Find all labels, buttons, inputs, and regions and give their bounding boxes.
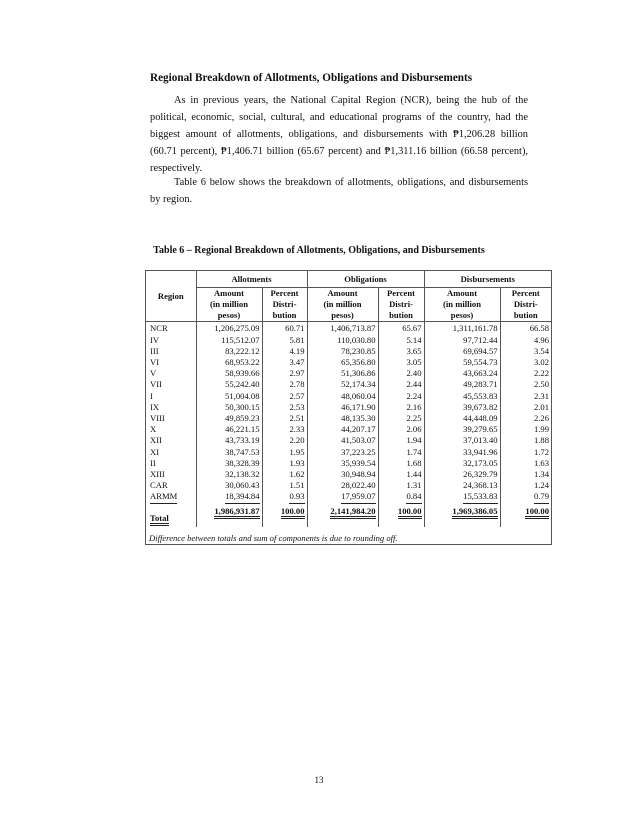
value-cell: 3.65 (378, 346, 424, 357)
value-cell: 1.93 (262, 458, 307, 469)
value-cell: 46,221.15 (196, 424, 262, 435)
region-cell: IX (150, 401, 160, 412)
table-row (146, 322, 551, 335)
table-row (146, 413, 551, 424)
table-body (146, 322, 551, 527)
value-cell: 2.20 (262, 435, 307, 446)
value-cell: 39,673.82 (424, 402, 500, 413)
table-row (146, 391, 551, 402)
value-cell: 2.26 (500, 413, 551, 424)
total-value: 1,969,386.05 (424, 504, 500, 527)
table-row (146, 458, 551, 469)
table-row (146, 357, 551, 368)
value-cell: 1.95 (262, 447, 307, 458)
value-cell: 2.78 (262, 379, 307, 390)
percent-header: Percent Distri- bution (378, 288, 424, 322)
value-cell: 4.96 (500, 335, 551, 346)
value-cell: 28,022.40 (307, 480, 378, 491)
value-cell: 2.51 (262, 413, 307, 424)
sub-header-row (146, 288, 551, 322)
value-cell: 1.94 (378, 435, 424, 446)
obligations-header: Obligations (307, 271, 424, 288)
total-label: Total (146, 504, 196, 527)
value-cell: 32,173.05 (424, 458, 500, 469)
value-cell: 49,283.71 (424, 379, 500, 390)
value-cell: 39,279.65 (424, 424, 500, 435)
value-cell: 58,939.66 (196, 368, 262, 379)
value-cell: 49,859.23 (196, 413, 262, 424)
value-cell: 0.79 (500, 491, 551, 503)
region-cell: ARMM (146, 491, 196, 503)
value-cell: 2.25 (378, 413, 424, 424)
value-cell: 52,174.34 (307, 379, 378, 390)
region-cell: XIII (150, 469, 165, 480)
value-cell: 1.72 (500, 447, 551, 458)
region-cell: XII (150, 435, 162, 446)
value-cell: 1.99 (500, 424, 551, 435)
value-cell: 51,004.08 (196, 391, 262, 402)
value-cell: 1.31 (378, 480, 424, 491)
allotments-header: Allotments (196, 271, 307, 288)
value-cell: 3.54 (500, 346, 551, 357)
value-cell: 60.71 (262, 322, 307, 335)
value-cell: 1,311,161.78 (424, 322, 500, 335)
value-cell: 15,533.83 (424, 491, 500, 503)
value-cell: 97,712.44 (424, 335, 500, 346)
region-cell: IV (150, 334, 160, 345)
value-cell: 2.53 (262, 402, 307, 413)
value-cell: 110,030.80 (307, 335, 378, 346)
value-cell: 51,306.86 (307, 368, 378, 379)
value-cell: 78,230.85 (307, 346, 378, 357)
table-row (146, 435, 551, 446)
value-cell: 30,060.43 (196, 480, 262, 491)
value-cell: 48,060.04 (307, 391, 378, 402)
table-row (146, 335, 551, 346)
region-header: Region (146, 271, 196, 322)
regional-breakdown-table (146, 271, 551, 527)
value-cell: 44,207.17 (307, 424, 378, 435)
region-cell: VIII (150, 413, 165, 424)
total-row (146, 504, 551, 527)
value-cell: 24,368.13 (424, 480, 500, 491)
section-heading: Regional Breakdown of Allotments, Obligations and Disbursements (150, 72, 473, 84)
region-cell: VI (150, 357, 160, 367)
value-cell: 26,329.79 (424, 469, 500, 480)
value-cell: 2.40 (378, 368, 424, 379)
value-cell: 83,222.12 (196, 346, 262, 357)
disbursements-header: Disbursements (424, 271, 551, 288)
value-cell: 0.84 (378, 491, 424, 503)
value-cell: 2.57 (262, 391, 307, 402)
value-cell: 30,948.94 (307, 469, 378, 480)
value-cell: 1.51 (262, 480, 307, 491)
value-cell: 44,448.09 (424, 413, 500, 424)
region-cell: X (150, 424, 157, 435)
total-value: 100.00 (262, 504, 307, 527)
region-cell: II (150, 457, 156, 468)
value-cell: 17,959.07 (307, 491, 378, 503)
table-footnote: Difference between totals and sum of components is due to rounding off. (149, 533, 398, 543)
table-row (146, 379, 551, 390)
table-reference-text: Table 6 below shows the breakdown of allotments, obligations, and disbursements by region. (150, 177, 528, 205)
table-row (146, 368, 551, 379)
value-cell: 1.44 (378, 469, 424, 480)
value-cell: 2.22 (500, 368, 551, 379)
value-cell: 2.01 (500, 402, 551, 413)
intro-paragraph (150, 92, 528, 177)
percent-header: Percent Distri- bution (262, 288, 307, 322)
value-cell: 69,694.57 (424, 346, 500, 357)
table-frame (145, 270, 552, 545)
value-cell: 2.44 (378, 379, 424, 390)
table-row (146, 469, 551, 480)
value-cell: 37,223.25 (307, 447, 378, 458)
value-cell: 2.50 (500, 379, 551, 390)
value-cell: 68,953.22 (196, 357, 262, 368)
total-value: 100.00 (500, 504, 551, 527)
value-cell: 4.19 (262, 346, 307, 357)
amount-header: Amount (in million pesos) (424, 288, 500, 322)
value-cell: 2.97 (262, 368, 307, 379)
value-cell: 38,328.39 (196, 458, 262, 469)
value-cell: 2.24 (378, 391, 424, 402)
total-value: 1,986,931.87 (196, 504, 262, 527)
value-cell: 55,242.40 (196, 379, 262, 390)
value-cell: 115,512.07 (196, 335, 262, 346)
total-value: 2,141,984.20 (307, 504, 378, 527)
amount-header: Amount (in million pesos) (196, 288, 262, 322)
table-row (146, 402, 551, 413)
region-cell: III (150, 345, 159, 356)
value-cell: 65,356.80 (307, 357, 378, 368)
table-title: Table 6 – Regional Breakdown of Allotments, Obligations, and Disbursements (153, 245, 485, 256)
table-row (146, 480, 551, 491)
intro-paragraph-text: As in previous years, the National Capital Region (NCR), being the hub of the political, economic, social, cultural, and educational programs of the country, had the biggest amount of allotments, obligations, and disbursements with ₱1,206.28 billion (60.71 percent), ₱1,406.71 billion (65.67 percent) and ₱1,311.16 billion (66.58 percent), respectively. (150, 95, 528, 174)
table-row (146, 491, 551, 503)
value-cell: 2.06 (378, 424, 424, 435)
total-value: 100.00 (378, 504, 424, 527)
value-cell: 37,013.40 (424, 435, 500, 446)
value-cell: 2.16 (378, 402, 424, 413)
value-cell: 66.58 (500, 322, 551, 335)
group-header-row (146, 271, 551, 288)
value-cell: 0.93 (262, 491, 307, 503)
value-cell: 32,138.32 (196, 469, 262, 480)
value-cell: 43,663.24 (424, 368, 500, 379)
value-cell: 18,394.84 (196, 491, 262, 503)
region-cell: CAR (150, 480, 168, 491)
region-cell: NCR (150, 323, 168, 334)
value-cell: 1.24 (500, 480, 551, 491)
value-cell: 35,939.54 (307, 458, 378, 469)
value-cell: 50,300.15 (196, 402, 262, 413)
value-cell: 1,406,713.87 (307, 322, 378, 335)
value-cell: 1.74 (378, 447, 424, 458)
region-cell: XI (150, 446, 160, 457)
value-cell: 1,206,275.09 (196, 322, 262, 335)
table-row (146, 447, 551, 458)
table-row (146, 424, 551, 435)
value-cell: 3.02 (500, 357, 551, 368)
value-cell: 3.05 (378, 357, 424, 368)
amount-header: Amount (in million pesos) (307, 288, 378, 322)
value-cell: 59,554.73 (424, 357, 500, 368)
value-cell: 43,733.19 (196, 435, 262, 446)
region-cell: VII (150, 379, 162, 390)
page-number: 13 (314, 775, 324, 785)
region-cell: I (150, 390, 153, 401)
value-cell: 38,747.53 (196, 447, 262, 458)
table-row (146, 346, 551, 357)
value-cell: 1.34 (500, 469, 551, 480)
value-cell: 3.47 (262, 357, 307, 368)
value-cell: 2.33 (262, 424, 307, 435)
value-cell: 46,171.90 (307, 402, 378, 413)
value-cell: 1.62 (262, 469, 307, 480)
value-cell: 1.88 (500, 435, 551, 446)
value-cell: 48,135.30 (307, 413, 378, 424)
value-cell: 41,503.07 (307, 435, 378, 446)
value-cell: 1.63 (500, 458, 551, 469)
value-cell: 65.67 (378, 322, 424, 335)
value-cell: 1.68 (378, 458, 424, 469)
value-cell: 5.14 (378, 335, 424, 346)
value-cell: 5.81 (262, 335, 307, 346)
value-cell: 45,553.83 (424, 391, 500, 402)
value-cell: 33,941.96 (424, 447, 500, 458)
percent-header: Percent Distri- bution (500, 288, 551, 322)
value-cell: 2.31 (500, 391, 551, 402)
table-reference-paragraph (150, 174, 528, 208)
region-cell: V (150, 368, 157, 379)
